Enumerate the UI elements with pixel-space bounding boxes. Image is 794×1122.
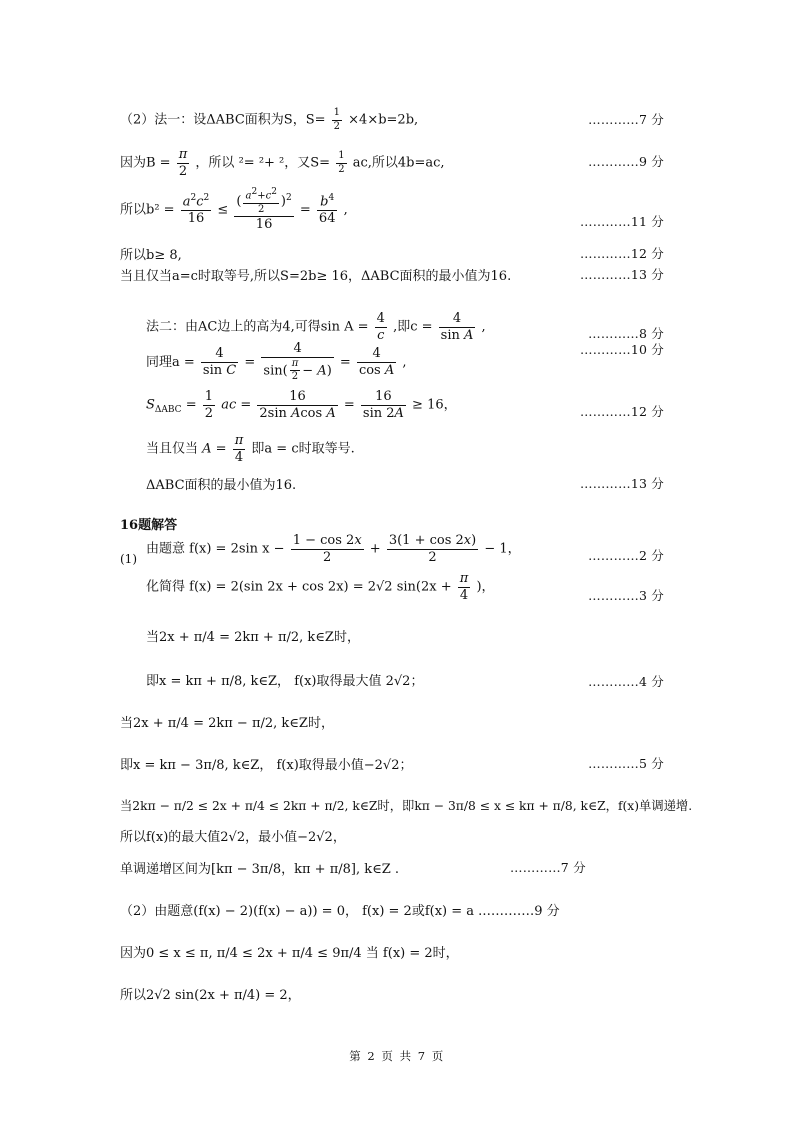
m2-line4: 当且仅当 A = $\frac{\pi}{4}$ 即a = c时取等号. [146, 433, 355, 465]
fraction-pi-over-2: $\frac{\pi}{2}$ [178, 147, 188, 179]
score-7: …………7 分 [588, 112, 664, 127]
m1-line2 [120, 148, 445, 178]
m2-line3: $S_{\Delta ABC}$ = $\frac{1}{2}$ ac = $\frac{16}{\text{2sin Acos A}}$ = $\frac{16}{\sin 2A}$ ≥ 16， [146, 389, 457, 421]
q16-line6-a: 即x = kπ − 3π/8, k∈Z， [120, 758, 273, 773]
score-12b: …………12 分 [580, 404, 664, 419]
fraction-half-3: $\frac{1}{2}$ [204, 389, 214, 421]
m2-line2-a: 同理a = [146, 354, 195, 370]
fraction-4-over-c: $\frac{4}{c}$ [376, 311, 385, 343]
q16-line6 [120, 754, 413, 773]
fraction-amgm: ( $\frac{a^2+c^2}{2}$ )$^2$ 16 [236, 187, 292, 233]
score-11: …………11 分 [580, 214, 664, 229]
fraction-half-2: $\frac{1}{2}$ [338, 150, 345, 175]
q16-title: 16题解答 [120, 518, 178, 533]
fraction-4-over-sin-pi2-A: 4 sin( $\frac{\pi}{2}$ − A) [263, 341, 332, 383]
m1-line1-text: （2）法一：设ΔABC面积为S，S= [120, 112, 326, 128]
fraction-b4-64: $\frac{b^4}{64}$ [318, 193, 336, 227]
fraction-4-over-sinC: $\frac{4}{\text{sin C}}$ [202, 346, 237, 378]
score-10: …………10 分 [580, 342, 664, 357]
q16-line9: 单调递增区间为[kπ − 3π/8，kπ + π/8], k∈Z . [120, 862, 400, 877]
score-13a: …………13 分 [580, 267, 664, 282]
score-9: …………9 分 [588, 154, 664, 169]
fraction-half: $\frac{1}{2}$ [333, 107, 341, 132]
q16-line8: 所以f(x)的最大值2√2，最小值−2√2， [120, 830, 346, 845]
q16-line5: 当2x + π/4 = 2kπ − π/2, k∈Z时， [120, 716, 334, 731]
fraction-4-over-sinA: $\frac{4}{\text{sin A}}$ [440, 311, 474, 343]
m1-line5: 当且仅当a=c时取等号,所以S=2b≥ 16，ΔABC面积的最小值为16. [120, 269, 512, 284]
q16-line4-b: f(x)取得最大值 2√2； [294, 674, 424, 689]
page-footer: 第 2 页 共 7 页 [349, 1049, 445, 1063]
q16-line10-a: （2）由题意(f(x) − 2)(f(x) − a)) = 0， [120, 904, 358, 919]
m2-line2: 同理a = $\frac{4}{\text{sin C}}$ = 4 sin( $\frac{\pi}{2}$ − A) = $\frac{4}{\text{cos A}}$ , [146, 341, 407, 383]
fraction-pi-over-4: $\frac{\pi}{4}$ [234, 433, 244, 465]
score-7b: …………7 分 [510, 860, 586, 875]
m1-line1-tail: ×4×b=2b, [348, 112, 419, 128]
fraction-pi-over-4-b: $\frac{\pi}{4}$ [459, 571, 469, 603]
m1-line4: 所以b≥ 8, [120, 248, 182, 263]
q16-line7: 当2kπ − π/2 ≤ 2x + π/4 ≤ 2kπ + π/2, k∈Z时，即kπ − 3π/8 ≤ x ≤ kπ + π/8, k∈Z，f(x)单调递增. [120, 799, 693, 813]
q16-line3: 当2x + π/4 = 2kπ + π/2, k∈Z时， [146, 630, 360, 645]
m2-line4-a: 当且仅当 [146, 441, 199, 457]
m1-line2-a: 因为B = [120, 155, 171, 171]
m2-line1: 法二：由AC边上的高为4,可得sin A = $\frac{4}{c}$ ,即c = $\frac{4}{\text{sin A}}$ , [146, 311, 486, 343]
q16-line1-a: 由题意 f(x) = 2sin x − [146, 541, 285, 557]
m1-line3: 所以b² = $\frac{a^2c^2}{16}$ ≤ ( $\frac{a^2+c^2}{2}$ )$^2$ 16 = $\frac{b^4}{64}$ , [120, 187, 348, 233]
m2-line4-b: 即a = c时取等号. [251, 441, 355, 457]
score-8: …………8 分 [588, 326, 664, 341]
m1-line1 [120, 108, 418, 132]
score-5: …………5 分 [588, 756, 664, 771]
q16-line10 [120, 900, 560, 919]
fraction-4-over-cosA: $\frac{4}{\text{cos A}}$ [358, 346, 395, 378]
q16-line2 [146, 572, 495, 602]
score-13b: …………13 分 [580, 476, 664, 491]
m2-line1-a: 法二：由AC边上的高为4,可得sin A = [146, 319, 369, 335]
m1-line2-b: ，所以 [195, 155, 235, 171]
q16-line4-a: 即x = kπ + π/8, k∈Z， [146, 674, 291, 689]
q16-line11-b: 当 f(x) = 2时， [365, 946, 459, 961]
fraction-3-1cos2x-over-2: $\frac{3(1 + \cos 2x)}{2}$ [388, 533, 477, 565]
score-2: …………2 分 [588, 548, 664, 563]
q16-line11-a: 因为0 ≤ x ≤ π, π/4 ≤ 2x + π/4 ≤ 9π/4 [120, 946, 362, 961]
score-12a: …………12 分 [580, 246, 664, 261]
m1-line3-text: 所以b² = [120, 202, 175, 218]
fraction-16-2sinAcosA: $\frac{16}{\text{2sin Acos A}}$ [259, 389, 336, 421]
m1-line2-c: ²= ²+ ²，又S= [238, 155, 331, 171]
m2-line5: ΔABC面积的最小值为16. [146, 478, 297, 493]
q16-line1: 由题意 f(x) = 2sin x − $\frac{1 - \cos 2x}{2}$ + $\frac{3(1 + \cos 2x)}{2}$ − 1， [146, 533, 521, 565]
m1-line2-d: ac,所以4b=ac, [352, 155, 445, 171]
q16-line2-a: 化简得 f(x) = 2(sin 2x + cos 2x) = 2√2 sin(2x + [146, 579, 452, 595]
q16-line1-b: − 1， [484, 541, 521, 557]
fraction-a2c2-16: $\frac{a^2c^2}{16}$ [182, 193, 210, 227]
q16-line12: 所以2√2 sin(2x + π/4) = 2， [120, 988, 301, 1003]
q16-line6-b: f(x)取得最小值−2√2； [276, 758, 413, 773]
m2-line1-b: ,即c = [393, 319, 433, 335]
fraction-16-sin2A: $\frac{16}{\sin 2A}$ [362, 389, 404, 421]
score-4: …………4 分 [588, 674, 664, 689]
fraction-1-cos2x-over-2: $\frac{1 - \cos 2x}{2}$ [292, 533, 362, 565]
q16-line2-b: )， [476, 579, 495, 595]
q16-part1-label: (1) [120, 552, 137, 566]
q16-line4 [146, 670, 423, 689]
q16-line11 [120, 942, 459, 961]
q16-line10-b: f(x) = 2或f(x) = a .…………9 分 [362, 904, 560, 919]
score-3: …………3 分 [588, 588, 664, 603]
